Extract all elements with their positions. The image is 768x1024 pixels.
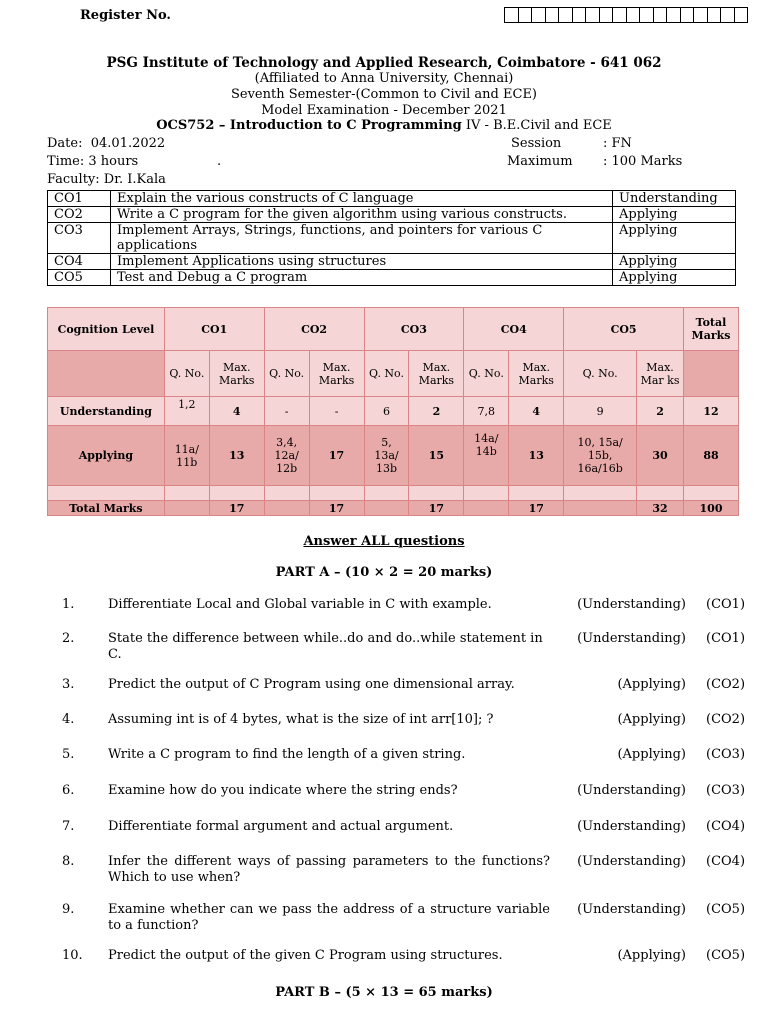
- co5-total: 32: [637, 501, 684, 516]
- register-digit-box: [599, 7, 614, 23]
- co5-marks: 2: [637, 397, 684, 426]
- question-item: [0, 712, 768, 752]
- total-marks-header: Total Marks: [684, 308, 739, 351]
- co3-marks: 2: [409, 397, 464, 426]
- co4-qno: 7,8: [464, 397, 509, 426]
- question-level: (Understanding): [577, 597, 686, 612]
- max-marks-header: Max. Mar ks: [637, 351, 684, 397]
- question-number: 8.: [62, 854, 75, 869]
- register-digit-box: [612, 7, 627, 23]
- co-level: Applying: [613, 207, 736, 223]
- question-co: (CO2): [706, 712, 746, 727]
- co-description: Implement Applications using structures: [111, 254, 613, 270]
- date-label: Date:: [47, 136, 83, 151]
- register-digit-box: [653, 7, 668, 23]
- institute-name: PSG Institute of Technology and Applied Research, Coimbatore - 641 062: [106, 55, 662, 71]
- co-code: CO5: [48, 270, 111, 286]
- course-outcomes-table: [47, 190, 736, 286]
- time-label: Time: 3 hours: [47, 154, 139, 169]
- max-marks-header: Max. Marks: [309, 351, 364, 397]
- semester: Seventh Semester-(Common to Civil and ECE): [230, 87, 538, 102]
- question-co: (CO2): [706, 677, 746, 692]
- date-value: 04.01.2022: [90, 136, 166, 151]
- cognition-header-row: [48, 308, 739, 351]
- co1-qno: 1,2: [164, 397, 209, 426]
- co4-total: 17: [509, 501, 564, 516]
- question-item: [0, 747, 768, 787]
- question-level: (Understanding): [577, 819, 686, 834]
- grand-total: 100: [684, 501, 739, 516]
- co4-qno: 14a/ 14b: [464, 426, 509, 486]
- question-co: (CO1): [706, 597, 746, 612]
- register-digit-box: [585, 7, 600, 23]
- question-item: [0, 948, 768, 988]
- maximum-label: Maximum: [507, 154, 573, 169]
- co-row: [48, 270, 736, 286]
- co4-marks: 4: [509, 397, 564, 426]
- session-label: Session: [511, 136, 562, 151]
- cognition-level-header: Cognition Level: [48, 308, 165, 351]
- co-level: Applying: [613, 270, 736, 286]
- co5-qno: 9: [564, 397, 637, 426]
- question-text: Differentiate formal argument and actual argument.: [108, 819, 454, 834]
- co1-qno: 11a/ 11b: [164, 426, 209, 486]
- course-title: [0, 118, 768, 133]
- question-text: State the difference between while..do and do..while statement in C.: [108, 631, 543, 662]
- time-dot: .: [217, 154, 222, 169]
- question-co: (CO4): [706, 854, 746, 869]
- question-number: 3.: [62, 677, 75, 692]
- co3-qno: 5, 13a/ 13b: [364, 426, 409, 486]
- co4-header: CO4: [464, 308, 564, 351]
- blank-row: [48, 486, 739, 501]
- understanding-row: [48, 397, 739, 426]
- co3-total: 17: [409, 501, 464, 516]
- co-row: [48, 191, 736, 207]
- register-digit-box: [720, 7, 735, 23]
- exam-title: Model Examination - December 2021: [261, 103, 507, 118]
- cognition-subheader-row: [48, 351, 739, 397]
- co2-marks: -: [309, 397, 364, 426]
- question-text: Infer the different ways of passing parameters to the functions? Which to use when?: [108, 854, 550, 885]
- question-level: (Understanding): [577, 902, 686, 917]
- co-row: [48, 207, 736, 223]
- question-text: Examine whether can we pass the address of a structure variable to a function?: [108, 902, 550, 933]
- co2-header: CO2: [264, 308, 364, 351]
- co-level: Applying: [613, 223, 736, 254]
- qno-header: Q. No.: [264, 351, 309, 397]
- question-co: (CO1): [706, 631, 746, 646]
- co-level: Understanding: [613, 191, 736, 207]
- question-text: Assuming int is of 4 bytes, what is the size of int arr[10]; ?: [108, 712, 494, 727]
- max-marks-header: Max. Marks: [209, 351, 264, 397]
- question-number: 9.: [62, 902, 75, 917]
- qno-header: Q. No.: [164, 351, 209, 397]
- co5-header: CO5: [564, 308, 684, 351]
- question-number: 4.: [62, 712, 75, 727]
- question-item: [0, 783, 768, 823]
- register-digit-box: [531, 7, 546, 23]
- cognition-level-table: [47, 307, 739, 516]
- co3-header: CO3: [364, 308, 464, 351]
- session-value: : FN: [603, 136, 632, 151]
- question-number: 10.: [62, 948, 83, 963]
- question-number: 7.: [62, 819, 75, 834]
- co5-marks: 30: [637, 426, 684, 486]
- question-co: (CO3): [706, 783, 746, 798]
- question-level: (Understanding): [577, 631, 686, 646]
- date-line: [47, 136, 165, 151]
- question-number: 6.: [62, 783, 75, 798]
- qno-header: Q. No.: [564, 351, 637, 397]
- question-item: [0, 854, 768, 894]
- empty-cell: [684, 351, 739, 397]
- question-text: Differentiate Local and Global variable in C with example.: [108, 597, 492, 612]
- co-row: [48, 254, 736, 270]
- faculty: Faculty: Dr. I.Kala: [47, 172, 166, 187]
- co5-qno: 10, 15a/ 15b, 16a/16b: [564, 426, 637, 486]
- question-number: 2.: [62, 631, 75, 646]
- co2-qno: -: [264, 397, 309, 426]
- instruction: Answer ALL questions: [303, 534, 465, 549]
- co1-total: 17: [209, 501, 264, 516]
- question-text: Predict the output of the given C Program using structures.: [108, 948, 503, 963]
- question-level: (Understanding): [577, 854, 686, 869]
- register-digit-box: [572, 7, 587, 23]
- register-number-boxes: [505, 7, 748, 23]
- co3-marks: 15: [409, 426, 464, 486]
- total-marks-row: [48, 501, 739, 516]
- question-text: Write a C program to find the length of a given string.: [108, 747, 466, 762]
- question-level: (Applying): [617, 747, 686, 762]
- part-b-title: PART B – (5 × 13 = 65 marks): [275, 985, 493, 1000]
- question-text: Examine how do you indicate where the string ends?: [108, 783, 458, 798]
- co2-total: 17: [309, 501, 364, 516]
- max-marks-header: Max. Marks: [409, 351, 464, 397]
- co-level: Applying: [613, 254, 736, 270]
- co-description: Write a C program for the given algorithm using various constructs.: [111, 207, 613, 223]
- co2-marks: 17: [309, 426, 364, 486]
- co-code: CO4: [48, 254, 111, 270]
- co4-marks: 13: [509, 426, 564, 486]
- register-digit-box: [707, 7, 722, 23]
- applying-label: Applying: [48, 426, 165, 486]
- co-description: Test and Debug a C program: [111, 270, 613, 286]
- question-co: (CO3): [706, 747, 746, 762]
- register-digit-box: [680, 7, 695, 23]
- question-item: [0, 819, 768, 859]
- co-code: CO1: [48, 191, 111, 207]
- register-digit-box: [666, 7, 681, 23]
- question-item: [0, 631, 768, 671]
- applying-row: [48, 426, 739, 486]
- question-item: [0, 902, 768, 942]
- course-suffix: IV - B.E.Civil and ECE: [461, 118, 612, 133]
- question-level: (Applying): [617, 677, 686, 692]
- question-co: (CO5): [706, 948, 746, 963]
- question-item: [0, 677, 768, 717]
- total-marks-label: Total Marks: [48, 501, 165, 516]
- co-code: CO3: [48, 223, 111, 254]
- question-level: (Applying): [617, 948, 686, 963]
- co1-marks: 13: [209, 426, 264, 486]
- empty-cell: [48, 351, 165, 397]
- register-number-label: Register No.: [80, 8, 171, 23]
- co-description: Explain the various constructs of C language: [111, 191, 613, 207]
- applying-total: 88: [684, 426, 739, 486]
- question-level: (Understanding): [577, 783, 686, 798]
- qno-header: Q. No.: [464, 351, 509, 397]
- co-code: CO2: [48, 207, 111, 223]
- question-co: (CO5): [706, 902, 746, 917]
- understanding-total: 12: [684, 397, 739, 426]
- co1-marks: 4: [209, 397, 264, 426]
- register-digit-box: [626, 7, 641, 23]
- co-row: [48, 223, 736, 254]
- register-digit-box: [639, 7, 654, 23]
- co1-header: CO1: [164, 308, 264, 351]
- register-digit-box: [518, 7, 533, 23]
- register-digit-box: [504, 7, 519, 23]
- affiliation: (Affiliated to Anna University, Chennai): [254, 71, 514, 86]
- question-text: Predict the output of C Program using one dimensional array.: [108, 677, 515, 692]
- co2-qno: 3,4, 12a/ 12b: [264, 426, 309, 486]
- maximum-value: : 100 Marks: [603, 154, 683, 169]
- course-code: OCS752 – Introduction to C Programming: [156, 118, 462, 133]
- register-digit-box: [558, 7, 573, 23]
- register-digit-box: [693, 7, 708, 23]
- understanding-label: Understanding: [48, 397, 165, 426]
- qno-header: Q. No.: [364, 351, 409, 397]
- part-a-title: PART A – (10 × 2 = 20 marks): [275, 565, 493, 580]
- question-number: 5.: [62, 747, 75, 762]
- co3-qno: 6: [364, 397, 409, 426]
- question-co: (CO4): [706, 819, 746, 834]
- co-description: Implement Arrays, Strings, functions, and pointers for various C applications: [111, 223, 613, 254]
- max-marks-header: Max. Marks: [509, 351, 564, 397]
- register-digit-box: [734, 7, 749, 23]
- register-digit-box: [545, 7, 560, 23]
- question-level: (Applying): [617, 712, 686, 727]
- question-number: 1.: [62, 597, 75, 612]
